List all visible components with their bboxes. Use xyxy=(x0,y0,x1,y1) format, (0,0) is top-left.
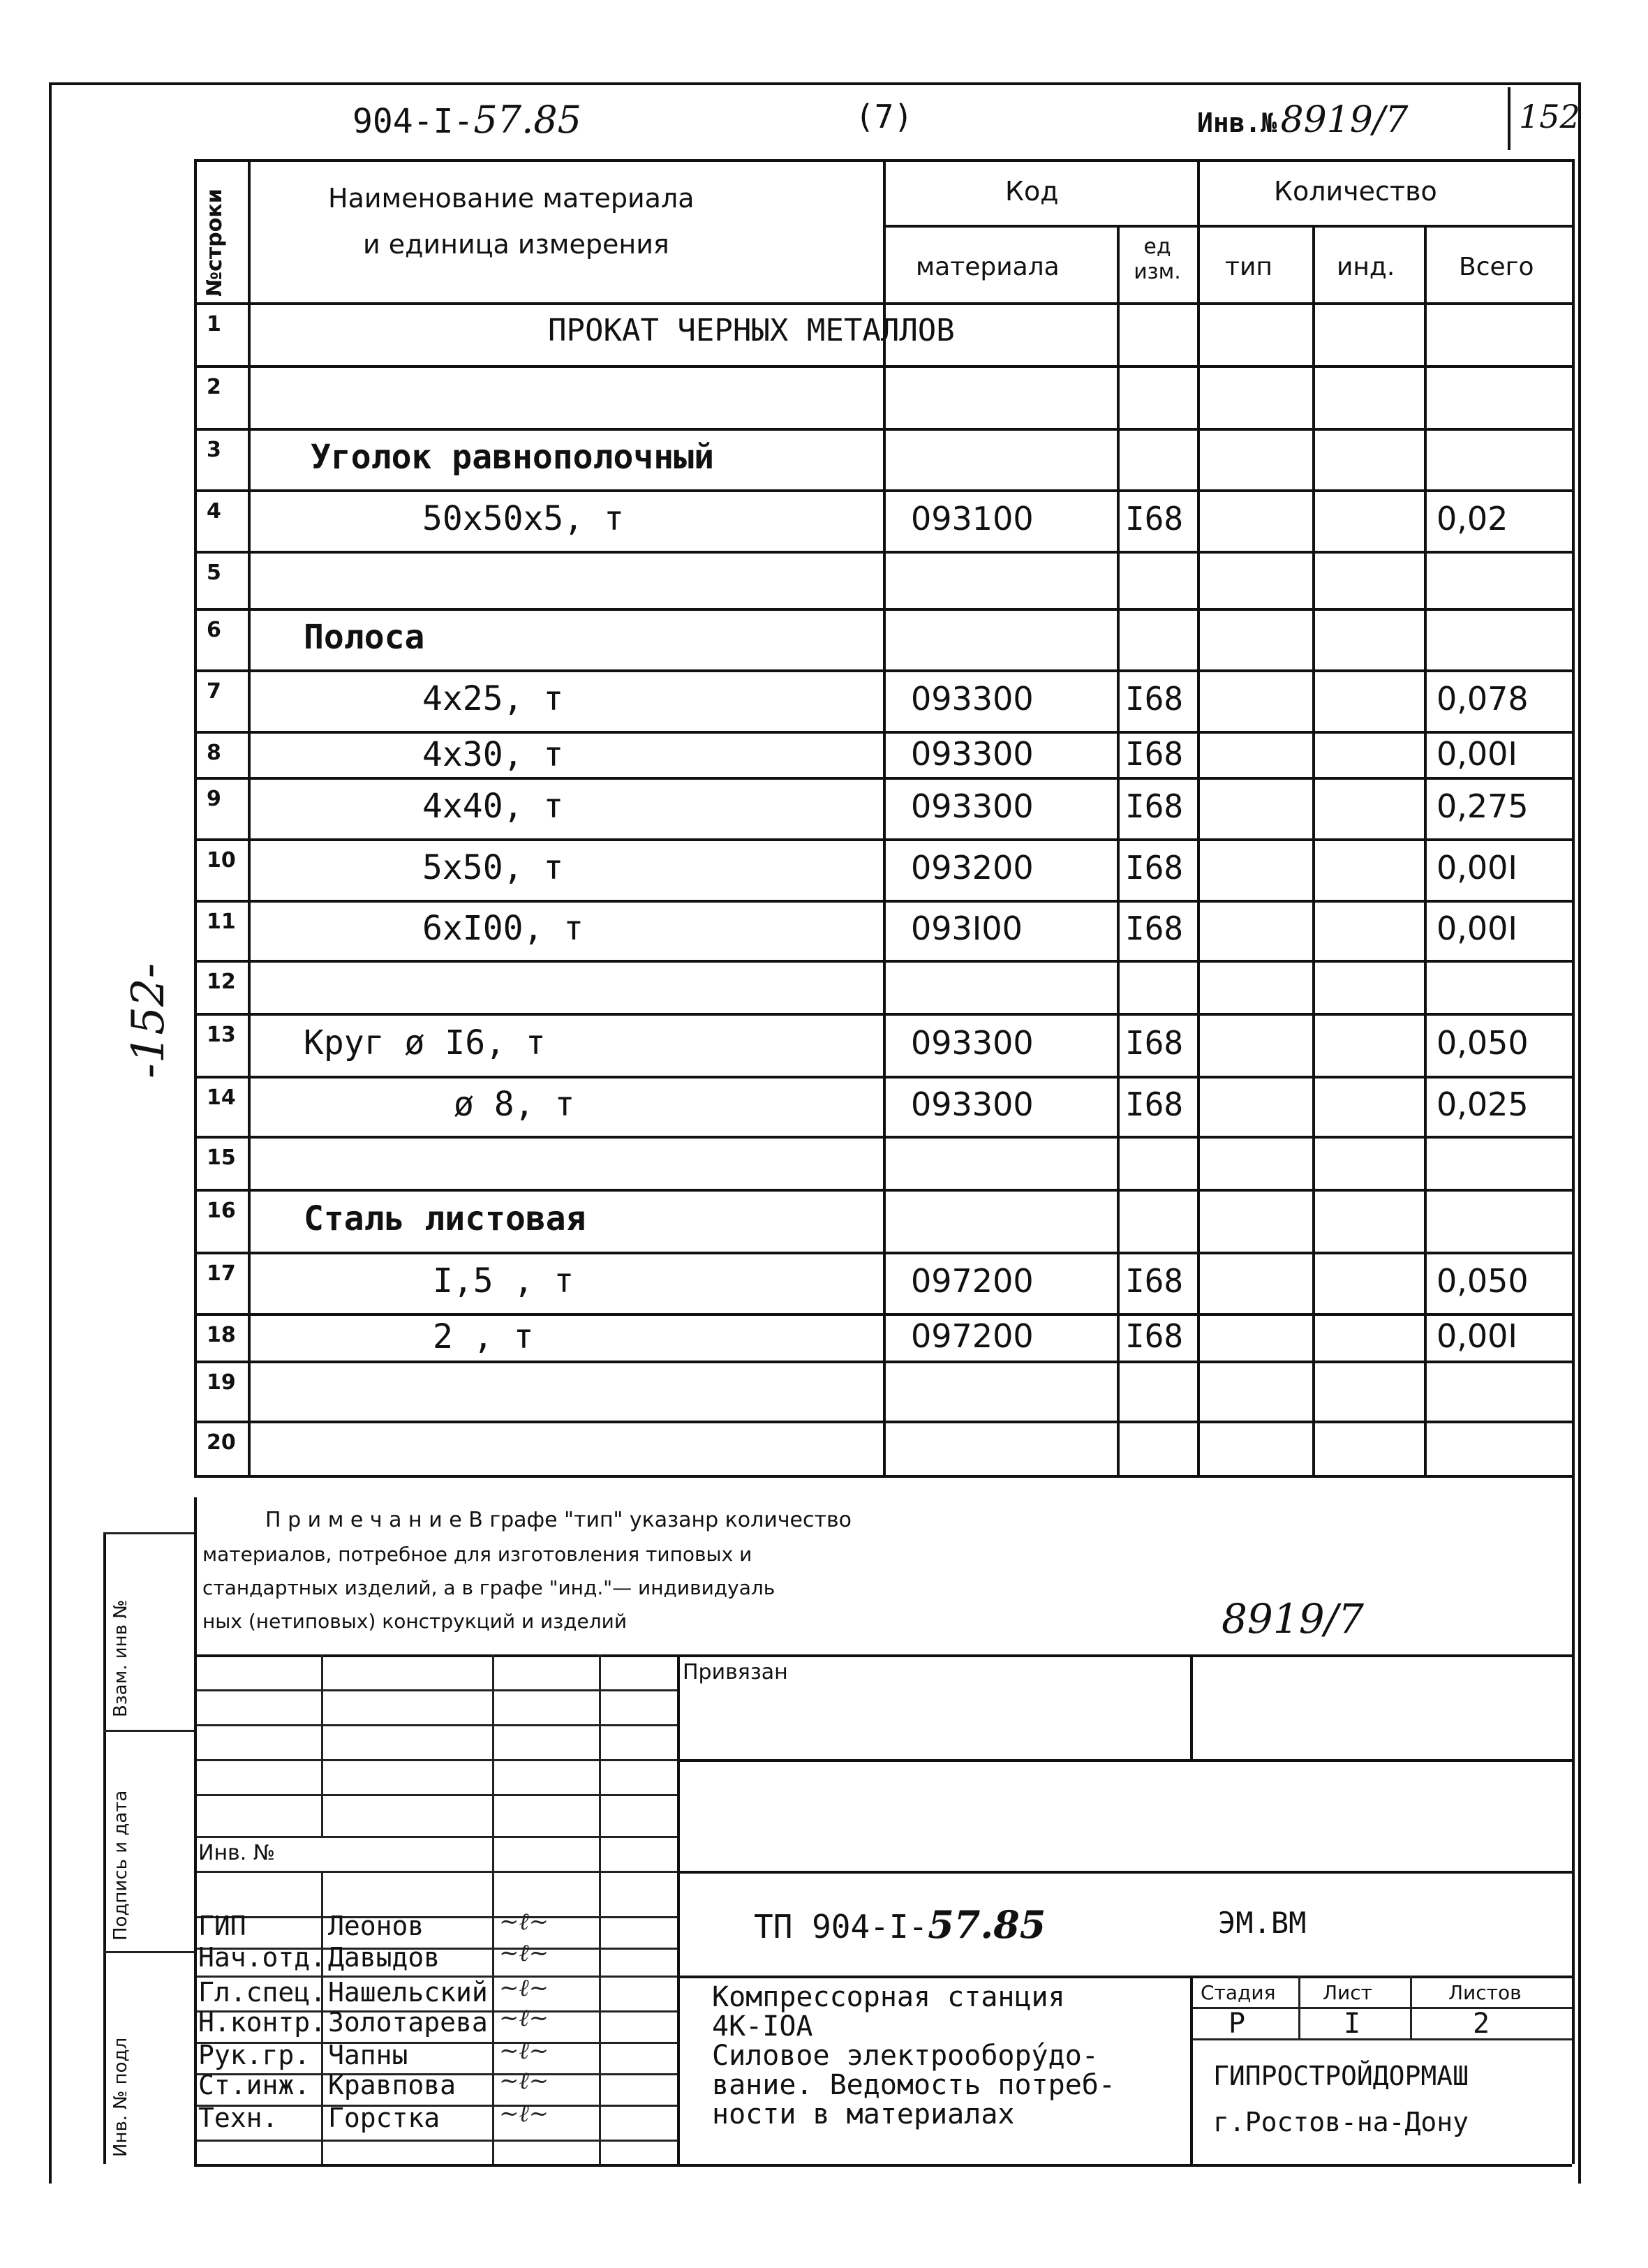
tb-sheet-value: I xyxy=(1344,2008,1361,2040)
designation-hand: 57.85 xyxy=(473,98,581,142)
row-total: 0,00I xyxy=(1437,735,1517,773)
tb-sheets-value: 2 xyxy=(1473,2008,1490,2040)
tb-stage-col-1 xyxy=(1298,1976,1300,2038)
note-line-1: П р и м е ч а н и е В графе "тип" указанр количество xyxy=(265,1508,852,1532)
row-material-name: Уголок равнополочный xyxy=(311,438,714,477)
tb-stage-line-1 xyxy=(1190,2007,1572,2009)
tb-doc-top xyxy=(677,1871,1572,1874)
row-number: 20 xyxy=(207,1430,236,1455)
row-unit: I68 xyxy=(1125,1262,1184,1300)
row-number: 19 xyxy=(207,1370,236,1395)
row-material-name: Полоса xyxy=(304,618,425,657)
row-total: 0,050 xyxy=(1437,1024,1529,1062)
tb-inv-no: Инв. № xyxy=(198,1841,276,1865)
col-divider-3 xyxy=(1117,225,1120,1475)
note-left-line xyxy=(194,1497,197,1672)
frame-top-line xyxy=(49,82,1581,85)
header-name-line2: и единица измерения xyxy=(363,229,669,260)
tb-sheet-label: Лист xyxy=(1323,1981,1372,2004)
row-material-name: 4x40, т xyxy=(422,787,564,826)
tb-staff-name: Кравпова xyxy=(328,2070,456,2100)
margin-inv-podl: Инв. № подл xyxy=(110,2037,131,2157)
inv-label: Инв.№ xyxy=(1197,108,1277,138)
margin-sep-2 xyxy=(103,1730,194,1732)
row-material-name: 4x25, т xyxy=(422,679,564,718)
margin-col-line xyxy=(103,1532,106,2164)
corner-page: 152 xyxy=(1519,98,1580,135)
row-total: 0,078 xyxy=(1437,680,1529,718)
tb-staff-name: Леонов xyxy=(328,1911,424,1941)
col-divider-6 xyxy=(1424,225,1427,1475)
col-divider-1 xyxy=(248,159,251,1475)
tb-staff-signature: ∼ℓ~ xyxy=(499,2037,549,2065)
table-left-border xyxy=(194,159,197,1475)
tb-staff-role: Н.контр. xyxy=(198,2007,327,2038)
tb-staff-role: Техн. xyxy=(198,2103,279,2133)
tb-stage-line-2 xyxy=(1190,2038,1572,2040)
row-number: 18 xyxy=(207,1323,236,1347)
row-code: 093100 xyxy=(911,500,1034,538)
row-total: 0,00I xyxy=(1437,1317,1517,1355)
row-material-name: Круг ø I6, т xyxy=(304,1023,546,1062)
row-number: 12 xyxy=(207,970,236,994)
header-unit: ед изм. xyxy=(1134,235,1181,284)
tb-title-line2: 4К-IOA xyxy=(712,2010,813,2043)
header-code: Код xyxy=(1005,176,1059,207)
inv-number xyxy=(1197,99,1408,141)
tb-col-e xyxy=(677,1654,680,2164)
row-total: 0,02 xyxy=(1437,500,1508,538)
row-number: 8 xyxy=(207,741,221,765)
tb-title-line3: Силовое электрообору́до- xyxy=(712,2040,1099,2072)
row-number: 13 xyxy=(207,1023,236,1047)
tb-staff-name: Золотарева xyxy=(328,2007,488,2038)
row-material-name: ø 8, т xyxy=(454,1085,575,1124)
header-type: тип xyxy=(1225,253,1272,281)
tb-stage-label: Стадия xyxy=(1201,1981,1276,2004)
tb-bottom-line xyxy=(194,2164,1572,2167)
tb-sheets-label: Листов xyxy=(1448,1981,1522,2004)
tb-row-line xyxy=(194,1916,677,1918)
row-code: 093300 xyxy=(911,735,1034,773)
tb-doc-hand: 57.85 xyxy=(928,1902,1046,1947)
row-number: 3 xyxy=(207,438,221,462)
tb-left xyxy=(194,1654,197,2164)
note-line-2: материалов, потребное для изготовления типовых и xyxy=(202,1543,752,1566)
row-code: 093200 xyxy=(911,849,1034,887)
row-number: 9 xyxy=(207,787,221,811)
row-code: 097200 xyxy=(911,1262,1034,1300)
row-total: 0,275 xyxy=(1437,787,1529,825)
col-divider-4 xyxy=(1197,159,1200,1475)
row-code: 093300 xyxy=(911,1085,1034,1123)
tb-doc-prefix: ТП 904-I- xyxy=(754,1908,928,1945)
header-row-no: №строки xyxy=(202,188,227,297)
tb-col-d xyxy=(599,1654,601,2164)
row-number: 4 xyxy=(207,499,221,524)
row-material-name: 4x30, т xyxy=(422,735,564,774)
row-number: 14 xyxy=(207,1085,236,1110)
tb-col-c xyxy=(492,1654,494,2164)
row-number: 6 xyxy=(207,618,221,642)
row-number: 10 xyxy=(207,848,236,873)
tb-staff-signature: ∼ℓ~ xyxy=(499,1974,549,2002)
tb-title-line5: ности в материалах xyxy=(712,2098,1015,2130)
header-name-line1: Наименование материала xyxy=(328,183,695,214)
tb-staff-signature: ∼ℓ~ xyxy=(499,2100,549,2128)
tb-staff-role: Гл.спец. xyxy=(198,1977,327,2008)
inv-hand: 8919/7 xyxy=(1280,99,1409,141)
tb-staff-name: Чапны xyxy=(328,2040,408,2070)
header-total: Всего xyxy=(1459,253,1534,281)
row-number: 7 xyxy=(207,679,221,704)
row-code: 093300 xyxy=(911,1024,1034,1062)
row-material-name: 6xI00, т xyxy=(422,909,584,948)
margin-sep-3 xyxy=(103,1951,194,1953)
header-material: материала xyxy=(916,253,1060,281)
tb-right xyxy=(1572,1654,1575,2164)
row-total: 0,025 xyxy=(1437,1085,1529,1123)
tb-top-line xyxy=(194,1654,1572,1657)
tb-col-b-upper xyxy=(321,1654,323,1836)
margin-vzam: Взам. инв № xyxy=(110,1599,131,1717)
row-line xyxy=(194,1475,1572,1478)
row-unit: I68 xyxy=(1125,1085,1184,1123)
row-total: 0,00I xyxy=(1437,849,1517,887)
tb-org-line1: ГИПРОСТРОЙДОРМАШ xyxy=(1213,2061,1469,2091)
row-number: 15 xyxy=(207,1146,236,1170)
header-ind: инд. xyxy=(1337,253,1395,281)
row-material-name: ПРОКАТ ЧЕРНЫХ МЕТАЛЛОВ xyxy=(548,313,955,348)
tb-row-line xyxy=(194,1724,677,1726)
row-unit: I68 xyxy=(1125,680,1184,718)
col-divider-5 xyxy=(1312,225,1315,1475)
tb-org-line2: г.Ростов-на-Дону xyxy=(1213,2107,1469,2137)
row-material-name: Сталь листовая xyxy=(304,1199,586,1238)
tb-staff-role: Рук.гр. xyxy=(198,2040,311,2070)
tb-stage-col-2 xyxy=(1410,1976,1412,2038)
frame-right-line xyxy=(1578,82,1581,2184)
header-qty: Количество xyxy=(1274,176,1437,207)
note-line-3: стандартных изделий, а в графе "инд."— индивидуаль xyxy=(202,1576,775,1599)
tb-row-line xyxy=(194,1759,677,1761)
row-number: 1 xyxy=(207,312,221,336)
table-right-border xyxy=(1572,159,1575,1654)
row-material-name: I,5 , т xyxy=(433,1261,574,1300)
tb-title-line1: Компрессорная станция xyxy=(712,1981,1065,2013)
tb-staff-name: Горстка xyxy=(328,2103,440,2133)
tb-staff-signature: ∼ℓ~ xyxy=(499,2067,549,2095)
row-number: 2 xyxy=(207,375,221,399)
row-unit: I68 xyxy=(1125,500,1184,538)
tb-stage-divider xyxy=(1190,1976,1193,2164)
tb-staff-name: Нашельский xyxy=(328,1977,488,2008)
row-unit: I68 xyxy=(1125,1317,1184,1355)
tb-staff-signature: ∼ℓ~ xyxy=(499,2004,549,2032)
row-number: 11 xyxy=(207,910,236,934)
designation xyxy=(352,98,581,142)
row-unit: I68 xyxy=(1125,1024,1184,1062)
tb-row-line xyxy=(194,1689,677,1691)
row-total: 0,050 xyxy=(1437,1262,1529,1300)
row-material-name: 5x50, т xyxy=(422,848,564,887)
row-unit: I68 xyxy=(1125,735,1184,773)
tb-doc-bottom xyxy=(677,1976,1572,1978)
tb-staff-signature: ∼ℓ~ xyxy=(499,1908,549,1936)
row-material-name: 50x50x5, т xyxy=(422,499,624,538)
frame-left-line xyxy=(49,82,52,2184)
row-number: 16 xyxy=(207,1199,236,1223)
designation-prefix: 904-I- xyxy=(352,102,474,141)
note-hand-number: 8919/7 xyxy=(1222,1595,1365,1643)
tb-staff-role: ГИП xyxy=(198,1911,246,1941)
row-number: 5 xyxy=(207,561,221,585)
tb-row-line xyxy=(194,2140,677,2142)
col-divider-2 xyxy=(883,159,886,1475)
tb-staff-signature: ∼ℓ~ xyxy=(499,1939,549,1967)
row-code: 093300 xyxy=(911,787,1034,825)
tb-staff-role: Ст.инж. xyxy=(198,2070,311,2100)
side-page-mark: -152- xyxy=(123,963,175,1079)
margin-podpis: Подпись и дата xyxy=(110,1790,131,1941)
header-mid-line xyxy=(883,225,1572,228)
tb-staff-name: Давыдов xyxy=(328,1942,440,1973)
row-code: 093300 xyxy=(911,680,1034,718)
note-line-4: ных (нетиповых) конструкций и изделий xyxy=(202,1610,628,1633)
tb-row-line xyxy=(194,1836,677,1838)
tb-row-line xyxy=(194,1871,677,1873)
tb-privyazan-divider xyxy=(1190,1654,1193,1759)
page-in-parens: (7) xyxy=(855,98,914,135)
tb-title-line4: вание. Ведомость потреб- xyxy=(712,2069,1115,2101)
row-unit: I68 xyxy=(1125,787,1184,825)
tb-row-line xyxy=(194,1794,677,1796)
corner-divider xyxy=(1508,87,1510,150)
row-material-name: 2 , т xyxy=(433,1317,534,1356)
row-number: 17 xyxy=(207,1261,236,1286)
row-unit: I68 xyxy=(1125,849,1184,887)
tb-staff-role: Нач.отд. xyxy=(198,1942,327,1973)
row-code: 097200 xyxy=(911,1317,1034,1355)
tb-doc-mark: ЭМ.ВМ xyxy=(1218,1906,1307,1940)
row-unit: I68 xyxy=(1125,910,1184,947)
row-total: 0,00I xyxy=(1437,910,1517,947)
tb-stage-value: Р xyxy=(1228,2008,1246,2040)
row-code: 093I00 xyxy=(911,910,1023,947)
margin-sep-1 xyxy=(103,1532,194,1534)
tb-doc-number xyxy=(754,1902,1046,1947)
tb-privyazan: Привязан xyxy=(683,1660,788,1684)
tb-privyazan-bottom xyxy=(677,1759,1572,1762)
